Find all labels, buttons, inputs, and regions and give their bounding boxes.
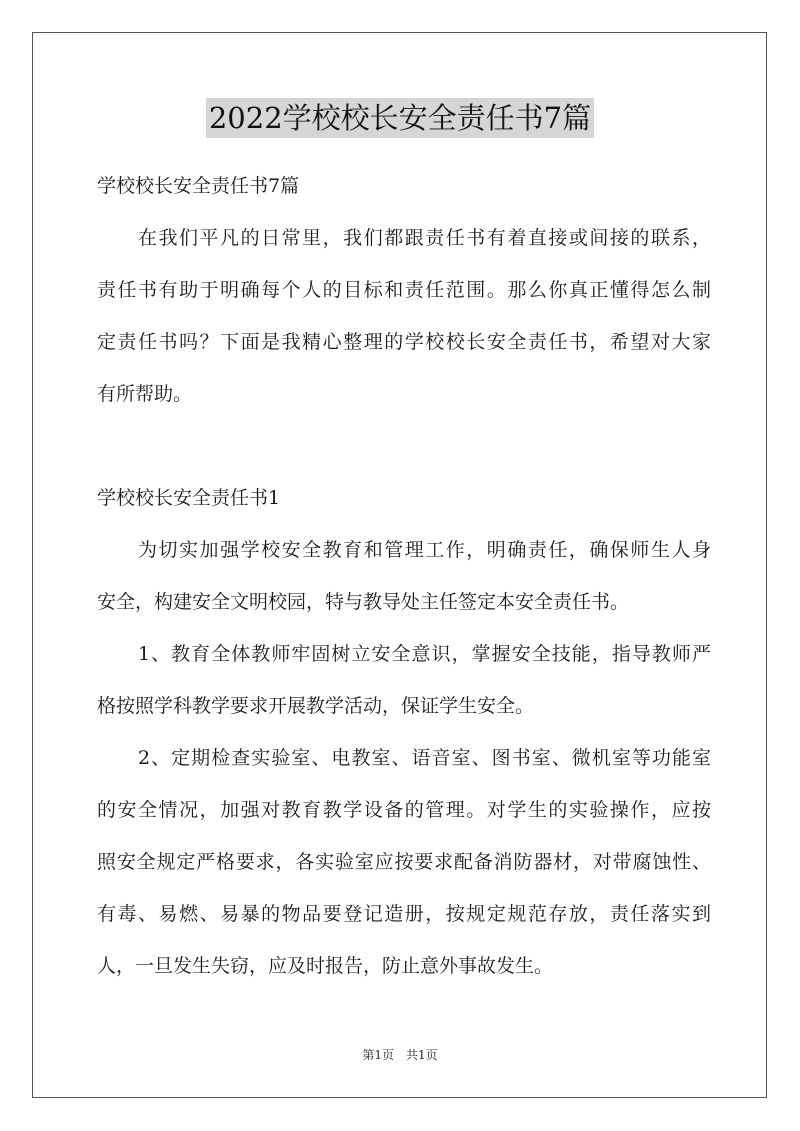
intro-line: 责任书有助于明确每个人的目标和责任范围。那么你真正懂得怎么制 [97, 279, 711, 301]
intro-line: 有所帮助。 [97, 383, 193, 405]
paragraph-line: 1、教育全体教师牢固树立安全意识，掌握安全技能，指导教师严 [138, 643, 711, 665]
paragraph-line: 有毒、易燃、易暴的物品要登记造册，按规定规范存放，责任落实到 [97, 903, 711, 925]
section-spacer [97, 420, 711, 472]
intro-line: 定责任书吗？下面是我精心整理的学校校长安全责任书，希望对大家 [97, 331, 711, 353]
list-item-2 [97, 732, 711, 992]
paragraph-line: 格按照学科教学要求开展教学活动，保证学生安全。 [97, 695, 535, 717]
page-footer: 第1页 共1页 [362, 1048, 438, 1062]
intro-paragraph [97, 212, 711, 420]
intro-line: 在我们平凡的日常里，我们都跟责任书有着直接或间接的联系， [138, 227, 711, 249]
paragraph-line: 的安全情况，加强对教育教学设备的管理。对学生的实验操作，应按 [97, 799, 711, 821]
document-title-text: 2022学校校长安全责任书7篇 [206, 98, 594, 138]
paragraph-line: 2、定期检查实验室、电教室、语音室、图书室、微机室等功能室 [138, 747, 711, 769]
section-paragraph [97, 524, 711, 628]
intro-subtitle: 学校校长安全责任书7篇 [97, 175, 300, 197]
document-title [0, 98, 800, 138]
paragraph-line: 人，一旦发生失窃，应及时报告，防止意外事故发生。 [97, 955, 554, 977]
paragraph-line: 为切实加强学校安全教育和管理工作，明确责任，确保师生人身 [138, 539, 711, 561]
section-heading: 学校校长安全责任书1 [97, 487, 281, 509]
document-body [97, 160, 711, 992]
list-item-1 [97, 628, 711, 732]
paragraph-line: 安全，构建安全文明校园，特与教导处主任签定本安全责任书。 [97, 591, 630, 613]
paragraph-line: 照安全规定严格要求，各实验室应按要求配备消防器材，对带腐蚀性、 [97, 851, 711, 873]
